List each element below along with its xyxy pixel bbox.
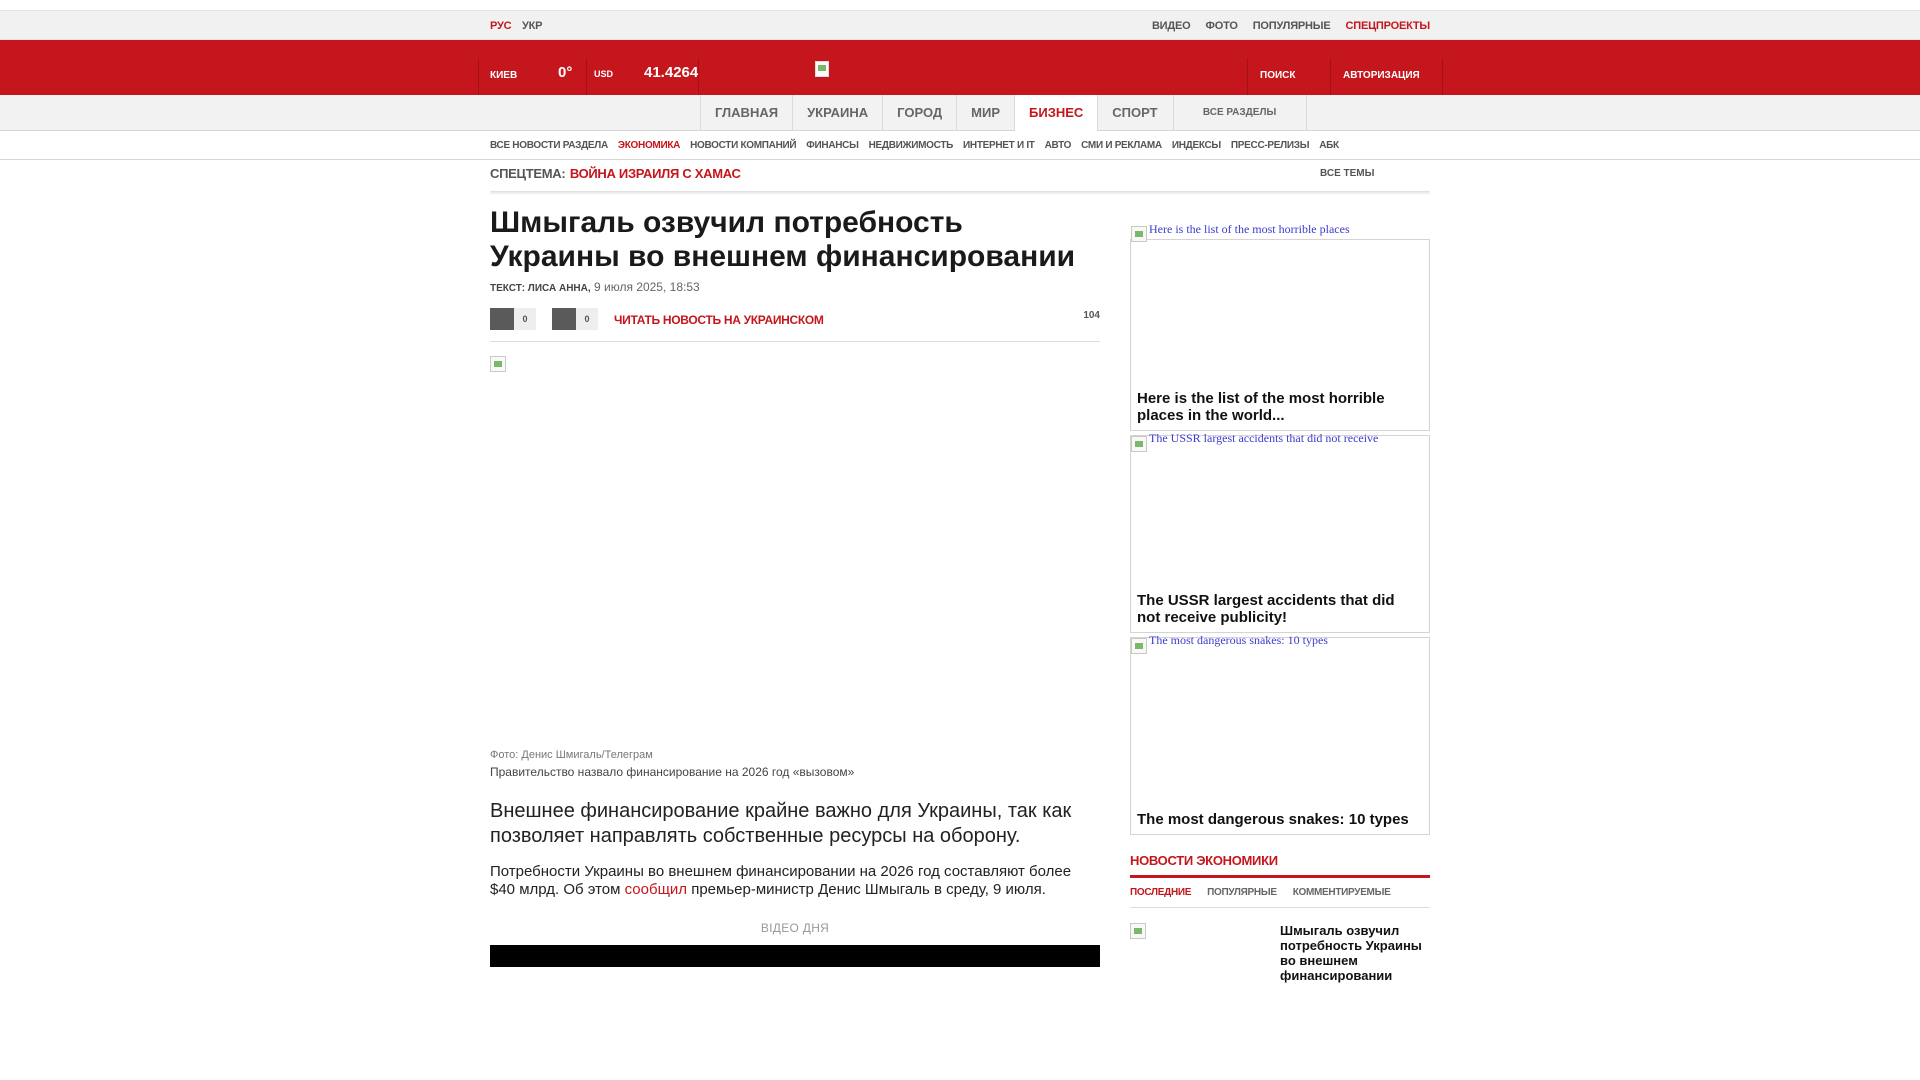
header-divider [698,58,699,95]
main-nav [0,95,1920,131]
temperature-value: 0° [558,64,573,81]
tab-latest[interactable]: ПОСЛЕДНИЕ [1130,887,1192,898]
header-divider [478,58,479,95]
video-of-day-label: ВІДЕО ДНЯ [760,921,830,935]
city-label: КИЕВ [490,70,518,81]
photo-credit: Фото: Денис Шмигаль/Телеграм [490,749,653,761]
views-count: 104 [1083,310,1100,321]
nav-item-ukraine[interactable]: УКРАИНА [792,95,882,131]
promo-image-alt: The USSR largest accidents that did not receive [1149,431,1379,445]
article-title: Шмыгаль озвучил потребность Украины во внешнем финансировании [490,206,1076,273]
article-date: 9 июля 2025, 18:53 [594,280,700,294]
subnav-item-company-news[interactable]: НОВОСТИ КОМПАНИЙ [690,140,797,151]
subnav-item-press-releases[interactable]: ПРЕСС-РЕЛИЗЫ [1230,140,1310,151]
top-link-special-projects[interactable]: СПЕЦПРОЕКТЫ [1345,20,1430,32]
header-divider [1442,58,1443,95]
subnav-item-economy[interactable]: ЭКОНОМИКА [617,140,681,151]
logo-broken-image-icon[interactable] [815,61,829,77]
subnav-item-abk[interactable]: АБК [1319,140,1339,151]
article [490,200,1100,967]
special-topic-link[interactable]: ВОЙНА ИЗРАИЛЯ С ХАМАС [569,166,741,181]
auth-link[interactable]: АВТОРИЗАЦИЯ [1343,70,1420,81]
search-link[interactable]: ПОИСК [1260,70,1296,81]
article-body [490,863,1100,899]
news-title[interactable]: Шмыгаль озвучил потребность Украины во внешнем финансировании [1280,923,1422,983]
promo-title[interactable]: Here is the list of the most horrible places in the world... [1137,390,1385,424]
sub-nav [0,131,1920,160]
article-photo [490,354,1100,749]
article-byline [490,280,1100,294]
promo-title[interactable]: The USSR largest accidents that did not receive publicity! [1137,592,1395,626]
subnav-item-auto[interactable]: АВТО [1044,140,1072,151]
top-link-video[interactable]: ВИДЕО [1151,20,1191,32]
broken-image-icon [1130,923,1146,939]
body-link[interactable]: сообщил [624,881,688,898]
tab-commented[interactable]: КОММЕНТИРУЕМЫЕ [1292,887,1391,898]
sidebar [1130,222,1430,990]
share-count: 0 [514,308,536,330]
special-topic-bar [490,165,1430,193]
video-player[interactable] [490,945,1100,967]
body-text: премьер-министр Денис Шмыгаль в среду, 9 июля. [687,881,1046,898]
nav-item-all-sections[interactable]: ВСЕ РАЗДЕЛЫ [1173,95,1307,131]
economy-news-heading[interactable]: НОВОСТИ ЭКОНОМИКИ [1130,853,1278,868]
article-actions [490,308,1100,342]
top-link-popular[interactable]: ПОПУЛЯРНЫЕ [1252,20,1331,32]
brand-header [0,40,1920,95]
promo-image-alt: The most dangerous snakes: 10 types [1149,633,1328,647]
author-link[interactable]: ТЕКСТ: ЛИСА АННА, [490,283,591,294]
nav-item-home[interactable]: ГЛАВНАЯ [700,95,792,131]
subnav-item-realty[interactable]: НЕДВИЖИМОСТЬ [868,140,954,151]
subnav-item-media[interactable]: СМИ И РЕКЛАМА [1081,140,1162,151]
promo-card[interactable] [1130,633,1430,835]
tab-popular[interactable]: ПОПУЛЯРНЫЕ [1207,887,1277,898]
subnav-item-finance[interactable]: ФИНАНСЫ [806,140,859,151]
photo-caption: Правительство назвало финансирование на 2026 год «вызовом» [490,765,855,779]
nav-item-city[interactable]: ГОРОД [882,95,956,131]
promo-image-alt: Here is the list of the most horrible places [1149,222,1350,236]
broken-image-icon [490,356,506,372]
share-count: 0 [576,308,598,330]
all-topics-link[interactable]: ВСЕ ТЕМЫ [1320,168,1375,179]
broken-image-icon [1131,638,1147,654]
divider [490,191,1430,195]
read-ukrainian-link[interactable]: ЧИТАТЬ НОВОСТЬ НА УКРАИНСКОМ [614,313,824,327]
subnav-item-indexes[interactable]: ИНДЕКСЫ [1171,140,1221,151]
special-topic-label: СПЕЦТЕМА: [490,166,566,181]
broken-image-icon [1131,436,1147,452]
broken-image-icon [1131,226,1147,242]
promo-card[interactable] [1130,431,1430,633]
nav-item-sport[interactable]: СПОРТ [1097,95,1171,131]
promo-title[interactable]: The most dangerous snakes: 10 types [1137,811,1409,828]
header-divider [1247,58,1248,95]
top-links [1152,20,1430,32]
article-lead: Внешнее финансирование крайне важно для Украины, так как позволяет направлять собственные ресурсы на оборону. [490,800,1072,847]
currency-rate: 41.4264 [644,64,699,81]
top-link-photo[interactable]: ФОТО [1205,20,1238,32]
share-icon[interactable] [490,308,514,330]
top-utility-bar [0,10,1920,40]
subnav-item-internet-it[interactable]: ИНТЕРНЕТ И IT [963,140,1035,151]
currency-label: USD [594,69,614,79]
news-tabs [1130,878,1430,908]
nav-item-world[interactable]: МИР [956,95,1014,131]
news-list-item[interactable] [1130,920,1430,990]
promo-card[interactable] [1130,222,1430,431]
nav-item-business[interactable]: БИЗНЕС [1014,95,1097,131]
header-divider [586,58,587,95]
share-icon[interactable] [552,308,576,330]
body-text: Потребности Украины во внешнем финансировании на 2026 год составляют более $40 млрд. Об этом [490,863,1072,898]
header-divider [1330,58,1331,95]
lang-ru-link[interactable]: РУС [490,20,512,32]
subnav-item-all-news[interactable]: ВСЕ НОВОСТИ РАЗДЕЛА [490,140,608,151]
lang-ua-link[interactable]: УКР [522,20,543,32]
